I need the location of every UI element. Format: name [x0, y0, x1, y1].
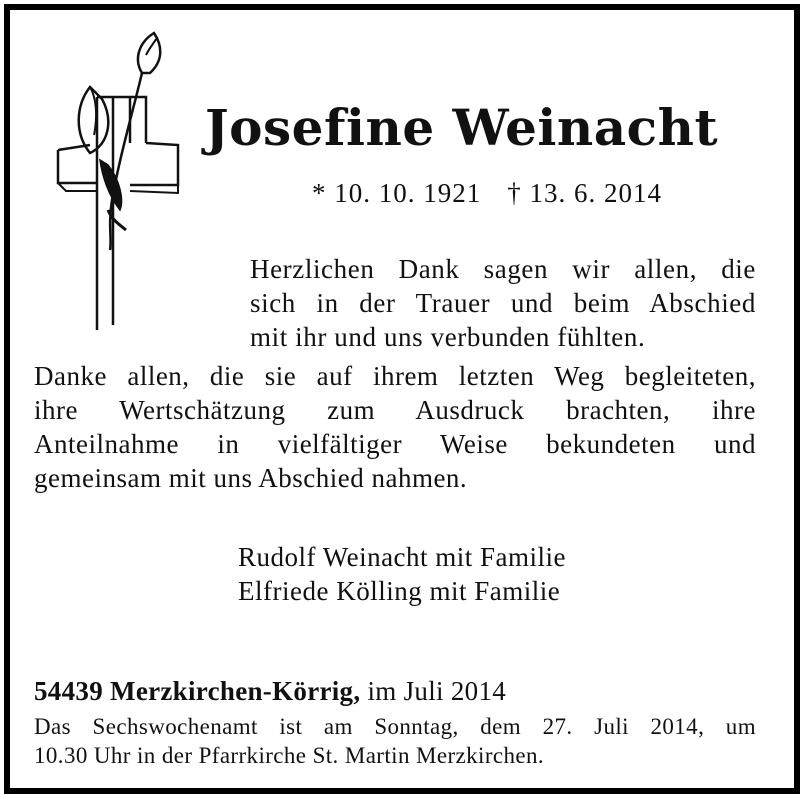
notice-date: im Juli 2014 — [360, 676, 507, 706]
gratitude-line: ihre Wertschätzung zum Ausdruck brachten, ihre — [34, 395, 756, 425]
cross-with-tulip-icon — [50, 25, 190, 335]
signer: Rudolf Weinacht mit Familie — [238, 542, 567, 572]
gratitude-paragraph — [34, 359, 756, 495]
thanks-line: sich in der Trauer und beim Abschied — [250, 288, 756, 318]
death-date: † 13. 6. 2014 — [507, 178, 662, 208]
thanks-line: Herzlichen Dank sagen wir allen, die — [250, 254, 756, 284]
service-line: 10.30 Uhr in der Pfarrkirche St. Martin Merzkirchen. — [34, 743, 545, 768]
service-announcement — [34, 712, 756, 770]
thanks-paragraph — [250, 252, 756, 354]
gratitude-line: gemeinsam mit uns Abschied nahmen. — [34, 463, 468, 493]
thanks-line: mit ihr und uns verbunden fühlten. — [250, 322, 646, 352]
signers — [238, 540, 566, 608]
place-and-date — [34, 676, 506, 707]
birth-date: * 10. 10. 1921 — [312, 178, 482, 208]
life-dates — [312, 178, 662, 209]
place-name: 54439 Merzkirchen-Körrig, — [34, 676, 361, 706]
deceased-name: Josefine Weinacht — [205, 98, 719, 157]
signer: Elfriede Kölling mit Familie — [238, 576, 561, 606]
service-line: Das Sechswochenamt ist am Sonntag, dem 27. Juli 2014, um — [34, 714, 756, 739]
gratitude-line: Danke allen, die sie auf ihrem letzten Weg begleiteten, — [34, 361, 756, 391]
gratitude-line: Anteilnahme in vielfältiger Weise bekundeten und — [34, 429, 756, 459]
